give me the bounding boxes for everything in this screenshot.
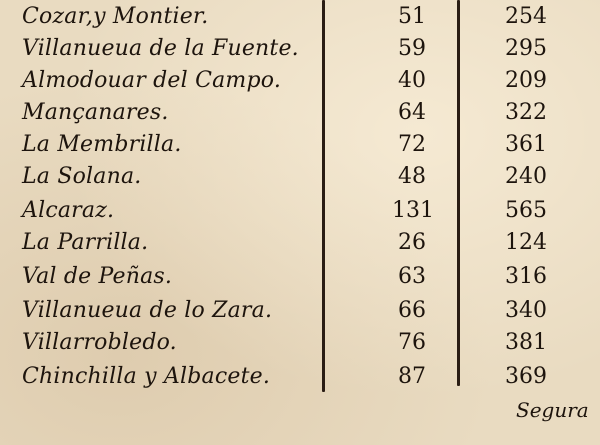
town-name: Val de Peñas. <box>22 264 173 289</box>
count-col1: 72 <box>398 132 426 157</box>
count-col1: 76 <box>398 330 426 355</box>
count-col2: 209 <box>505 68 547 93</box>
table-row <box>0 66 600 100</box>
count-col1: 26 <box>398 230 426 255</box>
count-col1: 40 <box>398 68 426 93</box>
count-col2: 340 <box>505 298 547 323</box>
town-name: Villanueua de la Fuente. <box>22 36 299 61</box>
town-name: Villarrobledo. <box>22 330 177 355</box>
town-name: La Parrilla. <box>22 230 149 255</box>
table-row <box>0 130 600 164</box>
town-name: Almodouar del Campo. <box>22 68 282 93</box>
count-col1: 131 <box>392 198 434 223</box>
town-name: La Solana. <box>22 164 142 189</box>
count-col2: 124 <box>505 230 547 255</box>
table-row <box>0 2 600 36</box>
town-name: Mançanares. <box>22 100 169 125</box>
count-col2: 316 <box>505 264 547 289</box>
town-name: La Membrilla. <box>22 132 182 157</box>
table-row <box>0 296 600 330</box>
count-col1: 51 <box>398 4 426 29</box>
town-name: Villanueua de lo Zara. <box>22 298 273 323</box>
count-col2: 361 <box>505 132 547 157</box>
count-col1: 63 <box>398 264 426 289</box>
count-col2: 565 <box>505 198 547 223</box>
table-row <box>0 262 600 296</box>
count-col1: 66 <box>398 298 426 323</box>
catchword: Segura <box>516 398 589 422</box>
table-row <box>0 362 600 396</box>
table-row <box>0 34 600 68</box>
table-row <box>0 98 600 132</box>
count-col1: 87 <box>398 364 426 389</box>
town-name: Alcaraz. <box>22 198 115 223</box>
count-col2: 322 <box>505 100 547 125</box>
table-row <box>0 162 600 196</box>
table-row <box>0 328 600 362</box>
count-col1: 48 <box>398 164 426 189</box>
count-col1: 64 <box>398 100 426 125</box>
town-name: Chinchilla y Albacete. <box>22 364 271 389</box>
count-col2: 240 <box>505 164 547 189</box>
count-col1: 59 <box>398 36 426 61</box>
count-col2: 254 <box>505 4 547 29</box>
table-row <box>0 196 600 230</box>
table-row <box>0 228 600 262</box>
count-col2: 381 <box>505 330 547 355</box>
count-col2: 295 <box>505 36 547 61</box>
town-name: Cozar,y Montier. <box>22 4 209 29</box>
count-col2: 369 <box>505 364 547 389</box>
